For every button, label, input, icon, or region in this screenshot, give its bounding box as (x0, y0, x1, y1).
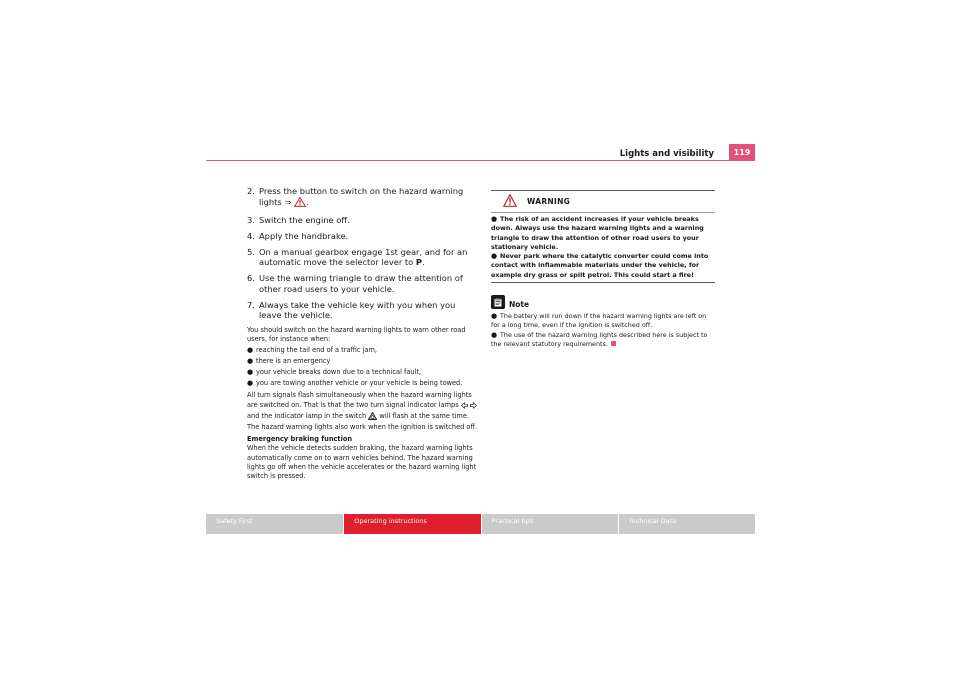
list-item: ● The use of the hazard warning lights described here is subject to the relevant statutory requirements. (491, 330, 708, 348)
turn-signal-paragraph: All turn signals flash simultaneously when the hazard warning lights are switched on. That is that the two turn signal indicator lamps and the indicator lamp in the switch will flash at the same time. The hazard warning lights also work when the ignition is switched off. (247, 391, 478, 432)
tab-safety-first[interactable]: Safety First (206, 514, 343, 534)
warning-list (491, 215, 715, 280)
list-item: ● reaching the tail end of a traffic jam, (247, 346, 377, 355)
step-item (247, 231, 479, 242)
bullet-dot-icon: ● (247, 357, 254, 366)
header-rule (206, 160, 729, 161)
bullet-dot-icon: ● (491, 215, 498, 223)
step-text: Press the button to switch on the hazard warning lights ⇒ (259, 186, 464, 207)
list-item: ● The risk of an accident increases if your vehicle breaks down. Always use the hazard warning lights and a warning triangle to draw the attention of other road users to your stationary vehicle. (491, 215, 704, 251)
step-item (247, 273, 479, 294)
step-text: Apply the handbrake. (259, 230, 349, 241)
warning-title: WARNING (527, 197, 571, 206)
warning-triangle-icon (294, 197, 306, 210)
bullet-dot-icon: ● (247, 346, 254, 355)
hazard-triangle-icon (368, 412, 377, 423)
tab-operating-instructions[interactable]: Operating instructions (343, 514, 480, 534)
step-number: 7. (247, 299, 255, 310)
bullet-dot-icon: ● (491, 252, 498, 261)
step-item (247, 300, 479, 321)
turn-signal-arrows-icon (461, 402, 477, 412)
section-end-icon (611, 341, 616, 346)
list-item: ● your vehicle breaks down due to a technical fault, (247, 368, 422, 377)
note-title: Note (509, 300, 530, 310)
bullet-dot-icon: ● (491, 312, 498, 321)
note-icon (491, 295, 505, 309)
step-number: 5. (247, 246, 255, 257)
left-column (247, 186, 479, 481)
bullet-dot-icon: ● (247, 368, 254, 377)
step-list (247, 186, 479, 321)
step-item (247, 186, 479, 209)
step-text: Always take the vehicle key with you when you leave the vehicle. (259, 299, 456, 320)
bullet-dot-icon: ● (491, 330, 498, 339)
step-text: Use the warning triangle to draw the attention of other road users to your vehicle. (259, 273, 463, 294)
list-item: ● there is an emergency (247, 357, 331, 366)
step-number: 6. (247, 273, 255, 283)
tab-practical-tips[interactable]: Practical tips (481, 514, 618, 534)
step-suffix: . (305, 196, 309, 207)
right-column (491, 190, 715, 349)
emergency-paragraph: When the vehicle detects sudden braking, the hazard warning lights automatically come on to warn vehicles behind. The hazard warning lights go off when the vehicle accelerates or the hazard warning light switch is pressed. (247, 444, 477, 481)
bullet-list (247, 345, 479, 389)
step-item (247, 247, 479, 268)
page-section-title: Lights and visibility (619, 149, 714, 159)
page-number-badge: 119 (729, 144, 755, 161)
step-item (247, 215, 479, 226)
step-number: 3. (247, 214, 255, 225)
emergency-heading: Emergency braking function (247, 435, 353, 444)
warning-header (491, 191, 715, 213)
list-item: ● you are towing another vehicle or your vehicle is being towed. (247, 379, 463, 388)
step-bold: P (415, 257, 422, 267)
list-item: ● The battery will run down if the hazard warning lights are left on for a long time, even if the ignition is switched off. (491, 312, 707, 330)
footer-nav (206, 514, 755, 534)
step-suffix: . (421, 257, 425, 267)
step-number: 2. (247, 186, 255, 196)
note-list (491, 312, 715, 349)
warning-triangle-icon (503, 192, 517, 211)
intro-paragraph: You should switch on the hazard warning lights to warn other road users, for instance when: (247, 326, 466, 344)
warning-box (491, 190, 715, 283)
list-item: ● Never park where the catalytic converter could come into contact with inflammable materials under the vehicle, for example dry grass or spilt petrol. This could start a fire! (491, 252, 709, 279)
step-number: 4. (247, 230, 255, 241)
bullet-dot-icon: ● (247, 379, 254, 388)
step-text: On a manual gearbox engage 1st gear, and for an automatic move the selector lever to (259, 246, 468, 267)
step-text: Switch the engine off. (259, 214, 350, 225)
note-header (491, 293, 715, 309)
tab-technical-data[interactable]: Technical Data (618, 514, 755, 534)
